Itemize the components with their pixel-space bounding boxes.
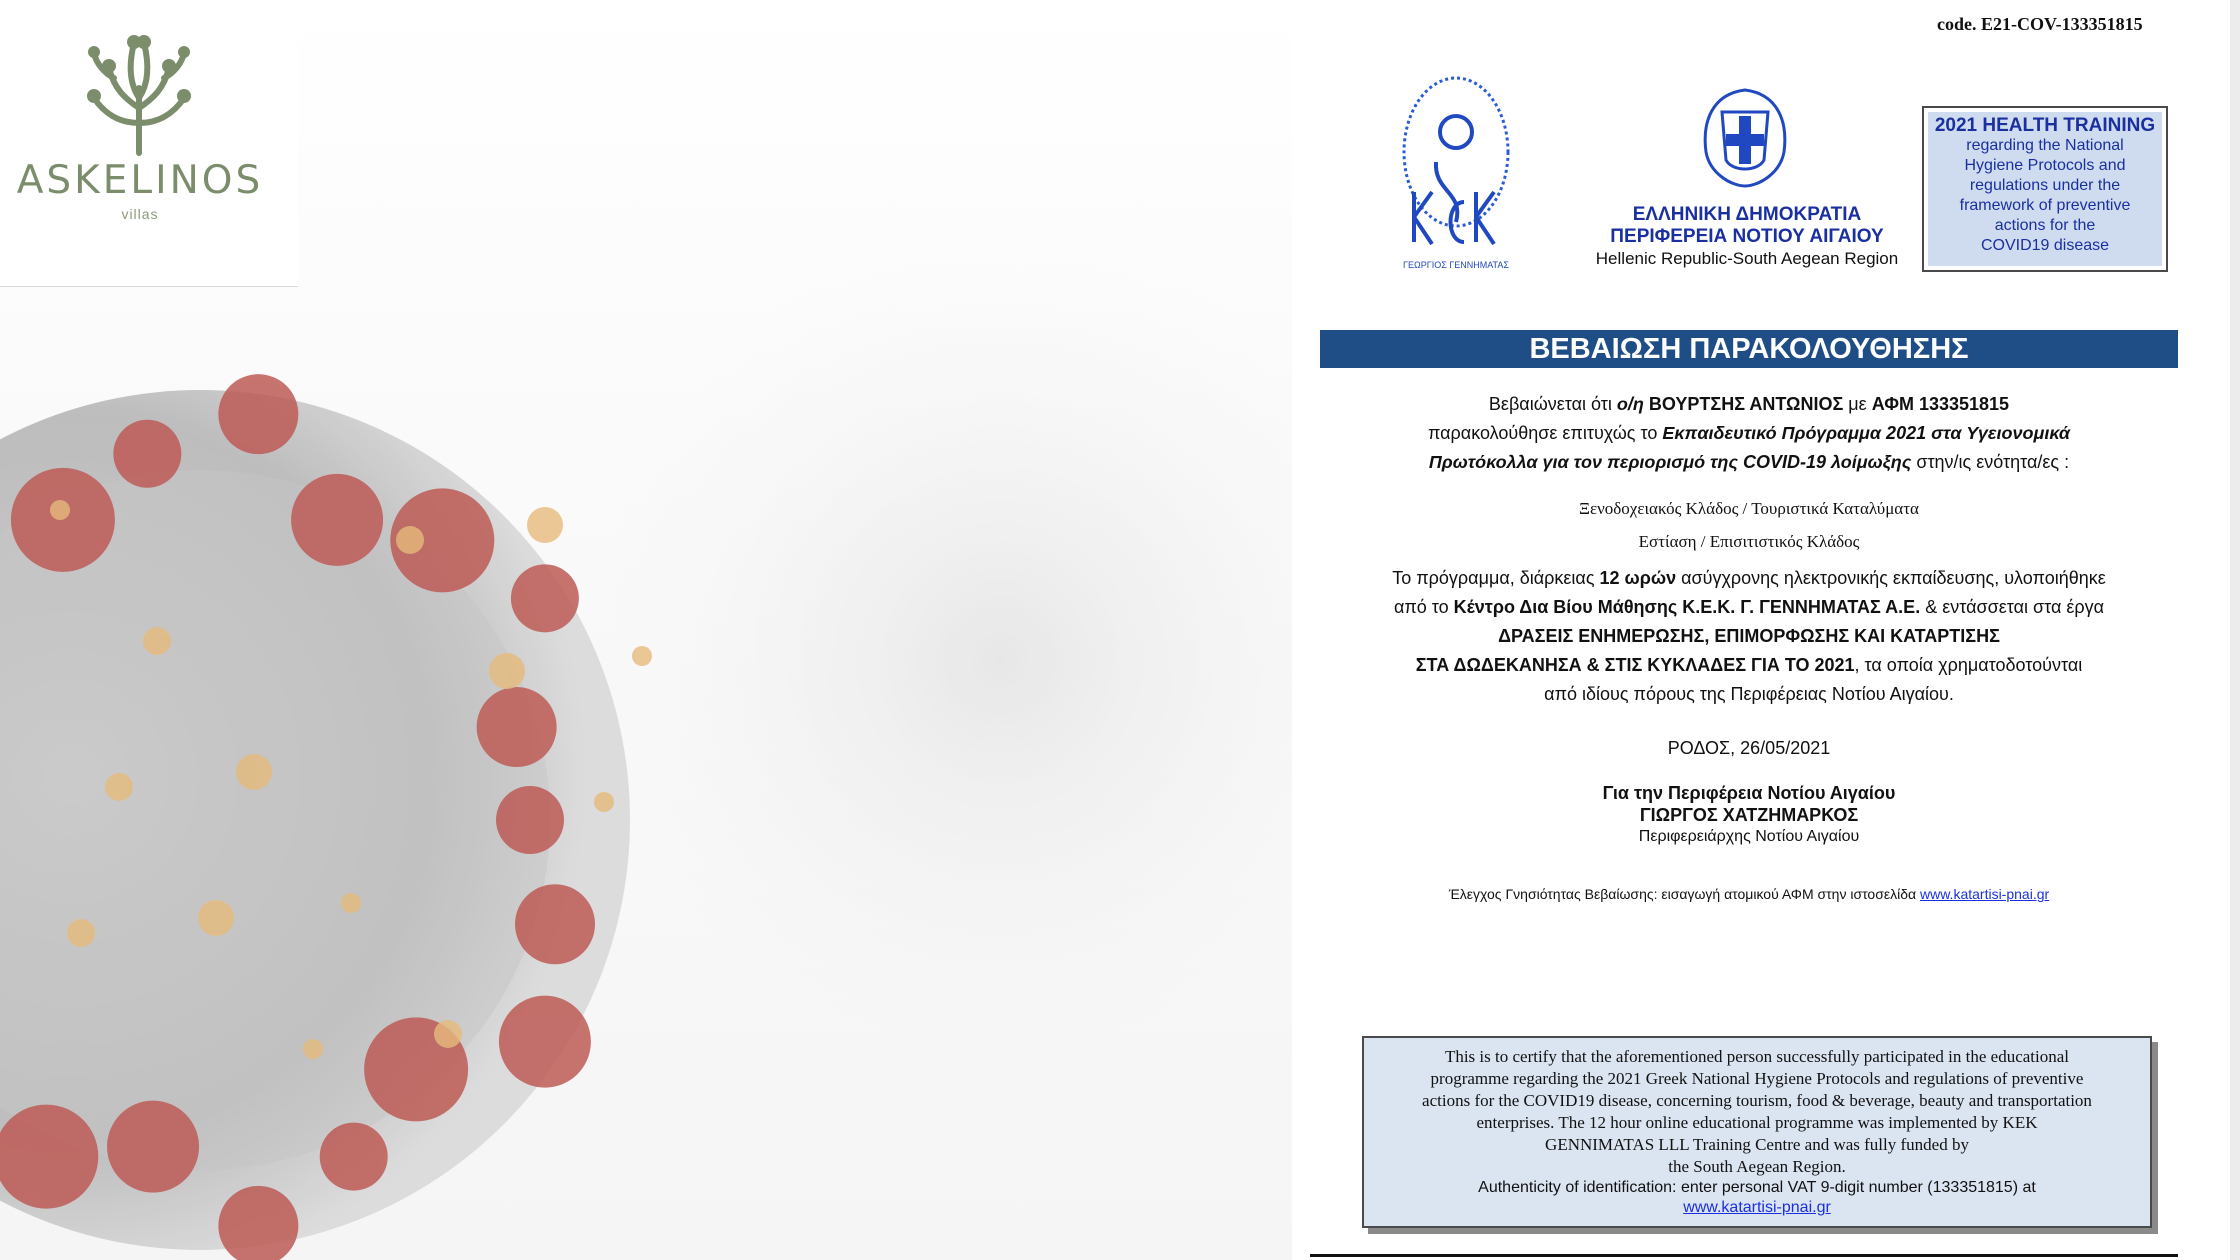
training-title: 2021 HEALTH TRAINING bbox=[1934, 115, 2156, 136]
training-line: regulations under the bbox=[1969, 177, 2121, 194]
attendee-vat: ΑΦΜ 133351815 bbox=[1871, 394, 2010, 414]
sector-item: Ξενοδοχειακός Κλάδος / Τουριστικά Καταλύματα bbox=[1579, 499, 1919, 518]
attendee-name: ΒΟΥΡΤΣΗΣ ΑΝΤΩΝΙΟΣ bbox=[1643, 394, 1844, 414]
training-line: Hygiene Protocols and bbox=[1964, 157, 2126, 174]
page-edge bbox=[2230, 0, 2240, 1260]
program-name-cont: Πρωτόκολλα για τον περιορισμό της COVID-19 λοίμωξης bbox=[1428, 452, 1912, 472]
greek-coat-of-arms-icon bbox=[1692, 82, 1798, 192]
verification-line: Έλεγχος Γνησιότητας Βεβαίωσης: εισαγωγή ατομικού ΑΦΜ στην ιστοσελίδα www.katartisi-pnai.gr bbox=[1448, 886, 2050, 902]
kek-logo-caption: ΓΕΩΡΓΙΟΣ ΓΕΝΝΗΜΑΤΑΣ bbox=[1403, 260, 1509, 270]
logo-subtitle: villas bbox=[121, 206, 159, 222]
english-verification-link[interactable]: www.katartisi-pnai.gr bbox=[1683, 1199, 1831, 1216]
signature-block bbox=[1320, 782, 2178, 848]
authenticity-text: Authenticity of identification: enter personal VAT 9-digit number (133351815) at bbox=[1478, 1179, 2036, 1196]
signatory-title: Περιφερειάρχης Νοτίου Αιγαίου bbox=[1638, 828, 1860, 845]
english-line: This is to certify that the aforementioned person successfully participated in the educational bbox=[1444, 1047, 2070, 1066]
signatory-name: ΓΙΩΡΓΟΣ ΧΑΤΖΗΜΑΡΚΟΣ bbox=[1639, 805, 1859, 825]
gov-line-3: Hellenic Republic-South Aegean Region bbox=[1595, 249, 1899, 268]
signature-line-1: Για την Περιφέρεια Νοτίου Αιγαίου bbox=[1602, 783, 1896, 803]
english-statement-box bbox=[1362, 1036, 2152, 1228]
place-date: ΡΟΔΟΣ, 26/05/2021 bbox=[1667, 738, 1831, 758]
training-line: actions for the bbox=[1994, 217, 2096, 234]
english-line: GENNIMATAS LLL Training Centre and was fully funded by bbox=[1545, 1135, 1969, 1154]
training-line: regarding the National bbox=[1966, 137, 2124, 154]
intro-paragraph: Βεβαιώνεται ότι ο/η ΒΟΥΡΤΣΗΣ ΑΝΤΩΝΙΟΣ με ΑΦΜ 133351815 παρακολούθησε επιτυχώς το Εκπαιδευτικό Πρόγραμμα 2021 στα Υγειονομικά Πρωτόκολλα για τον περιορισμό της COVID-19 λοίμωξης στην/ις ενότητα/ες : bbox=[1427, 394, 2071, 472]
verification-link[interactable]: www.katartisi-pnai.gr bbox=[1920, 886, 2050, 902]
tree-icon bbox=[84, 28, 194, 158]
coronavirus-illustration bbox=[0, 260, 1292, 1260]
program-name: Εκπαιδευτικό Πρόγραμμα 2021 στα Υγειονομικά bbox=[1662, 423, 2071, 443]
sector-item: Εστίαση / Επισιτιστικός Κλάδος bbox=[1638, 532, 1860, 551]
certificate-code: code. E21-COV-133351815 bbox=[1937, 14, 2143, 34]
sectors-list bbox=[1320, 492, 2178, 558]
bottom-rule bbox=[1310, 1254, 2178, 1257]
health-training-box bbox=[1922, 106, 2168, 272]
training-provider: Κέντρο Δια Βίου Μάθησης Κ.Ε.Κ. Γ. ΓΕΝΝΗΜΑΤΑΣ Α.Ε. bbox=[1453, 597, 1921, 617]
government-header bbox=[1572, 204, 1922, 270]
english-line: actions for the COVID19 disease, concerning tourism, food & beverage, beauty and transportation bbox=[1422, 1091, 2092, 1110]
certificate-title: ΒΕΒΑΙΩΣΗ ΠΑΡΑΚΟΛΟΥΘΗΣΗΣ bbox=[1320, 330, 2178, 368]
english-line: enterprises. The 12 hour online educational programme was implemented by KEK bbox=[1476, 1113, 2038, 1132]
english-line: programme regarding the 2021 Greek National Hygiene Protocols and regulations of preventive bbox=[1430, 1069, 2084, 1088]
askelinos-logo[interactable] bbox=[0, 0, 298, 287]
certificate-document bbox=[1292, 0, 2240, 1260]
gov-line-2: ΠΕΡΙΦΕΡΕΙΑ ΝΟΤΙΟΥ ΑΙΓΑΙΟΥ bbox=[1610, 226, 1884, 247]
kek-logo-icon bbox=[1394, 72, 1518, 278]
gov-line-1: ΕΛΛΗΝΙΚΗ ΔΗΜΟΚΡΑΤΙΑ bbox=[1632, 204, 1862, 225]
training-line: framework of preventive bbox=[1959, 197, 2131, 214]
logo-name: ASKELINOS bbox=[16, 158, 264, 203]
english-line: the South Aegean Region. bbox=[1668, 1157, 1846, 1176]
training-line: COVID19 disease bbox=[1980, 237, 2110, 254]
program-paragraph: Το πρόγραμμα, διάρκειας 12 ωρών ασύγχρονης ηλεκτρονικής εκπαίδευσης, υλοποιήθηκε από το Κέντρο Δια Βίου Μάθησης Κ.Ε.Κ. Γ. ΓΕΝΝΗΜΑΤΑΣ Α.Ε. & εντάσσεται στα έργα ΔΡΑΣΕΙΣ ΕΝΗΜΕΡΩΣΗΣ, ΕΠΙΜΟΡΦΩΣΗΣ ΚΑΙ ΚΑΤΑΡΤΙΣΗΣ ΣΤΑ ΔΩΔΕΚΑΝΗΣΑ & ΣΤΙΣ ΚΥΚΛΑΔΕΣ ΓΙΑ ΤΟ 2021, τα οποία χρηματοδοτούνται από ιδίους πόρους της Περιφέρειας Νοτίου Αιγαίου. bbox=[1392, 568, 2106, 704]
